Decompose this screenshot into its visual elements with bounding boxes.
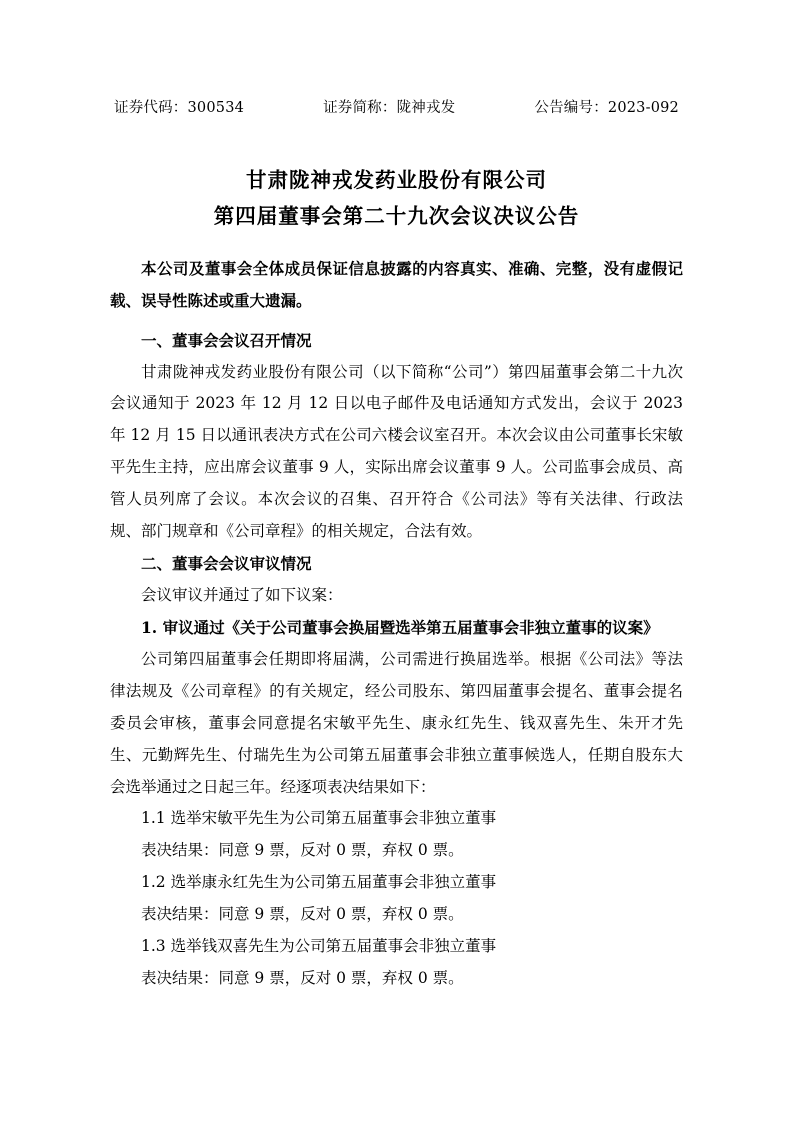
section-paragraph-meeting-deliberation: 会议审议并通过了如下议案： bbox=[141, 585, 343, 604]
page-title bbox=[110, 163, 683, 235]
section-heading-meeting-deliberation: 二、董事会会议审议情况 bbox=[141, 554, 312, 574]
announcement-number: 公告编号：2023-092 bbox=[534, 100, 679, 116]
proposal-paragraph: 公司第四届董事会任期即将届满，公司需进行换届选举。根据《公司法》等法律法规及《公司章程》的有关规定，经公司股东、第四届董事会提名、董事会提名委员会审核，董事会同意提名宋敏平先生、康永红先生、钱双喜先生、朱开才先生、元勤辉先生、付瑞先生为公司第五届董事会非独立董事候选人，任期自股东大会选举通过之日起三年。经逐项表决结果如下： bbox=[110, 649, 683, 796]
proposal-item-vote: 表决结果：同意 9 票，反对 0 票，弃权 0 票。 bbox=[141, 969, 464, 988]
security-code: 证券代码：300534 bbox=[114, 100, 245, 116]
proposal-heading: 1. 审议通过《关于公司董事会换届暨选举第五届董事会非独立董事的议案》 bbox=[141, 617, 659, 637]
section-heading-meeting-convening: 一、董事会会议召开情况 bbox=[141, 330, 312, 350]
document-header bbox=[110, 96, 683, 117]
proposal-item-vote: 表决结果：同意 9 票，反对 0 票，弃权 0 票。 bbox=[141, 841, 464, 860]
section-paragraph-meeting-convening: 甘肃陇神戎发药业股份有限公司（以下简称“公司”）第四届董事会第二十九次会议通知于 2023 年 12 月 12 日以电子邮件及电话通知方式发出，会议于 2023 年 12 月 15 日以通讯表决方式在公司六楼会议室召开。本次会议由公司董事长宋敏平先生主持，应出席会议董事 9 人，实际出席会议董事 9 人。公司监事会成员、高管人员列席了会议。本次会议的召集、召开符合《公司法》等有关法律、行政法规、部门规章和《公司章程》的相关规定，合法有效。 bbox=[110, 362, 683, 541]
proposal-item-label: 1.1 选举宋敏平先生为公司第五届董事会非独立董事 bbox=[141, 809, 497, 828]
security-name: 证券简称：陇神戎发 bbox=[323, 100, 456, 116]
proposal-item-label: 1.3 选举钱双喜先生为公司第五届董事会非独立董事 bbox=[141, 937, 497, 956]
disclosure-statement: 本公司及董事会全体成员保证信息披露的内容真实、准确、完整，没有虚假记载、误导性陈述或重大遗漏。 bbox=[110, 258, 683, 310]
page-title-line-2: 第四届董事会第二十九次会议决议公告 bbox=[213, 203, 580, 228]
proposal-item-label: 1.2 选举康永红先生为公司第五届董事会非独立董事 bbox=[141, 873, 497, 892]
page-title-line-1: 甘肃陇神戎发药业股份有限公司 bbox=[246, 168, 547, 192]
proposal-item-vote: 表决结果：同意 9 票，反对 0 票，弃权 0 票。 bbox=[141, 905, 464, 924]
